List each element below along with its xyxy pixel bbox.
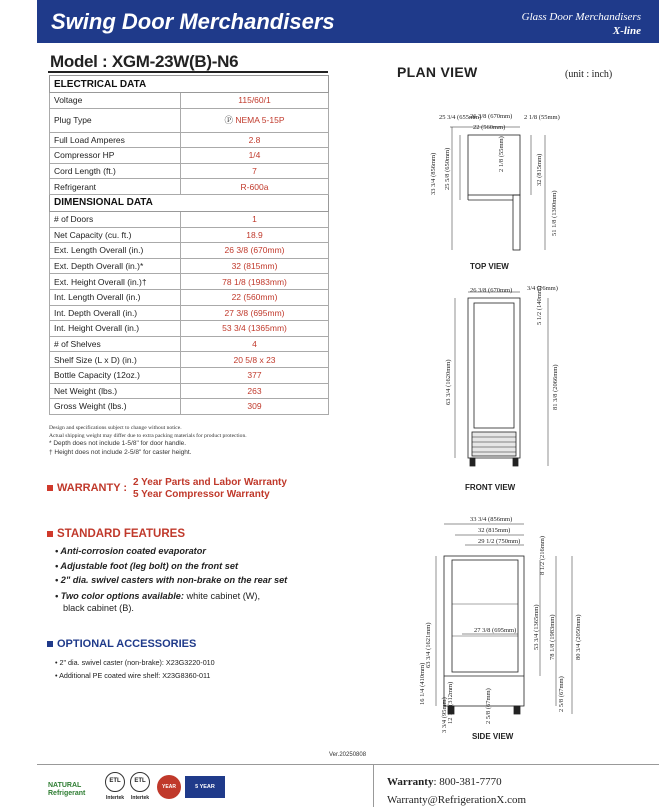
spec-label: Voltage <box>50 93 181 109</box>
dim-label: 16 1/4 (410mm) <box>419 662 426 705</box>
plug-icon: Ⓟ <box>224 115 236 126</box>
model-title: Model : XGM-23W(B)-N6 <box>50 52 239 71</box>
dim-label: 3/4 (16mm) <box>527 285 558 292</box>
spec-label: Int. Depth Overall (in.) <box>50 305 181 321</box>
dim-label: 51 1/8 (1300mm) <box>551 190 558 236</box>
spec-label: Compressor HP <box>50 148 181 164</box>
spec-value: NEMA 5-15P <box>235 115 285 126</box>
front-view-label: FRONT VIEW <box>465 483 516 492</box>
front-view-glass <box>474 303 514 428</box>
note-line: Design and specifications subject to change without notice. <box>49 425 182 431</box>
spec-label: Ext. Height Overall (in.)† <box>50 274 181 290</box>
feature-item: • 2" dia. swivel casters with non-brake on the rear set <box>55 575 288 585</box>
note-line: † Height does not include 2-5/8" for caster height. <box>49 448 192 456</box>
spec-label: Full Load Amperes <box>50 132 181 148</box>
caster-icon <box>470 458 475 466</box>
spec-value: 20 5/8 x 23 <box>181 352 329 368</box>
etl-sanitation-icon: ETL <box>130 772 150 792</box>
dim-label: 33 3/4 (856mm) <box>430 152 437 195</box>
dim-label: 5 1/2 (140mm) <box>536 286 543 325</box>
spec-label: Net Capacity (cu. ft.) <box>50 227 181 243</box>
side-view-label: SIDE VIEW <box>472 732 514 741</box>
dim-label: 22 (560mm) <box>473 124 506 131</box>
spec-value: 1/4 <box>181 148 329 164</box>
spec-value: 26 3/8 (670mm) <box>181 243 329 259</box>
dim-label: 25 5/8 (650mm) <box>444 147 451 190</box>
color-option-line2: black cabinet (B). <box>63 602 134 613</box>
top-view-door <box>513 195 520 250</box>
dim-label: 2 1/8 (55mm) <box>524 114 560 121</box>
spec-label: Plug Type <box>50 108 181 132</box>
side-view-interior <box>452 560 518 672</box>
dim-label: 63 3/4 (1620mm) <box>445 359 452 405</box>
caster-icon <box>513 458 518 466</box>
accessory-item: • Additional PE coated wire shelf: X23G8360-011 <box>55 671 211 680</box>
spec-label: Ext. Length Overall (in.) <box>50 243 181 259</box>
spec-value: 27 3/8 (695mm) <box>181 305 329 321</box>
dim-label: 53 3/4 (1365mm) <box>533 604 540 650</box>
spec-label: Int. Height Overall (in.) <box>50 321 181 337</box>
warranty-phone-label: Warranty <box>387 776 434 788</box>
dim-label: 25 3/4 (655mm) <box>439 114 482 121</box>
header-subtitle: Glass Door Merchandisers <box>521 11 641 23</box>
standard-features-title-text: STANDARD FEATURES <box>57 528 185 540</box>
spec-label: Cord Length (ft.) <box>50 163 181 179</box>
spec-value: 115/60/1 <box>181 93 329 109</box>
spec-value: 78 1/8 (1983mm) <box>181 274 329 290</box>
spec-label: Bottle Capacity (12oz.) <box>50 367 181 383</box>
page-title: Swing Door Merchandisers <box>51 9 335 34</box>
dim-label: 2 5/8 (67mm) <box>558 676 565 712</box>
intertek-label: Intertek <box>106 795 125 801</box>
dim-label: 63 3/4 (1621mm) <box>425 622 432 668</box>
feature-item: • Adjustable foot (leg bolt) on the front set <box>55 560 239 571</box>
dim-label: 26 3/8 (670mm) <box>470 287 513 294</box>
spec-value: 53 3/4 (1365mm) <box>181 321 329 337</box>
top-view-cabinet <box>468 135 520 195</box>
dim-label: 26 3/8 (670mm) <box>470 113 513 120</box>
spec-value: R-600a <box>181 179 329 195</box>
dim-label: 29 1/2 (750mm) <box>478 538 521 545</box>
front-view-drawing <box>455 292 548 466</box>
spec-label: # of Shelves <box>50 336 181 352</box>
warranty-email[interactable]: Warranty@RefrigerationX.com <box>387 794 527 806</box>
dim-label: 32 (815mm) <box>478 527 511 534</box>
spec-label: Net Weight (lbs.) <box>50 383 181 399</box>
feature-item: • Anti-corrosion coated evaporator <box>55 546 206 556</box>
top-view-label: TOP VIEW <box>470 262 509 271</box>
natural-line-1: NATURAL <box>48 782 82 789</box>
note-line: Actual shipping weight may differ due to extra packing materials for product protection. <box>49 433 247 440</box>
dim-label: 12 1/4 (312mm) <box>447 681 454 724</box>
warranty-badge-icon: YEAR <box>157 775 181 799</box>
spec-section-title: DIMENSIONAL DATA <box>50 194 329 211</box>
warranty-seal-icon: 5 YEAR <box>185 776 225 798</box>
header-line: X-line <box>612 25 641 37</box>
spec-value: 309 <box>181 399 329 415</box>
note-line: * Depth does not include 1-5/8" for door handle. <box>49 440 187 448</box>
dimension-labels <box>419 113 582 733</box>
front-view-grille <box>472 432 516 456</box>
unit-label: (unit : inch) <box>565 69 613 80</box>
dim-label: 80 3/4 (2050mm) <box>575 614 582 660</box>
spec-label: # of Doors <box>50 211 181 227</box>
accessory-item: • 2" dia. swivel caster (non-brake): X23G3220-010 <box>55 658 215 667</box>
spec-label: Gross Weight (lbs.) <box>50 399 181 415</box>
dim-label: 32 (815mm) <box>536 153 543 186</box>
version-label: Ver.20250808 <box>329 752 367 758</box>
spec-value: 2.8 <box>181 132 329 148</box>
warranty-line-2: 5 Year Compressor Warranty <box>133 489 270 500</box>
spec-label: Int. Length Overall (in.) <box>50 289 181 305</box>
spec-value: 377 <box>181 367 329 383</box>
spec-value: 1 <box>181 211 329 227</box>
dim-label: 3 3/4 (95mm) <box>441 697 448 733</box>
spec-value: 18.9 <box>181 227 329 243</box>
intertek-label: Intertek <box>131 795 150 801</box>
spec-label: Ext. Depth Overall (in.)* <box>50 258 181 274</box>
spec-value: 263 <box>181 383 329 399</box>
etl-icon: ETL <box>105 772 125 792</box>
dim-label: 33 3/4 (856mm) <box>470 516 513 523</box>
spec-value: 4 <box>181 336 329 352</box>
plan-view-title: PLAN VIEW <box>397 64 478 80</box>
spec-label: Shelf Size (L x D) (in.) <box>50 352 181 368</box>
dim-label: 27 3/8 (695mm) <box>474 627 517 634</box>
dim-label: 81 3/8 (2066mm) <box>552 364 559 410</box>
spec-label: Refrigerant <box>50 179 181 195</box>
warranty-phone: : 800-381-7770 <box>433 776 502 788</box>
dim-label: 2 1/8 (55mm) <box>498 136 505 172</box>
warranty-line-1: 2 Year Parts and Labor Warranty <box>133 477 287 488</box>
dim-label: 78 1/8 (1983mm) <box>549 614 556 660</box>
natural-line-2: Refrigerant <box>48 790 86 797</box>
dim-label: 2 5/8 (67mm) <box>485 688 492 724</box>
caster-icon <box>514 706 520 714</box>
dim-label: 8 1/2 (216mm) <box>539 536 546 575</box>
color-option-bold: • Two color options available: <box>55 590 184 601</box>
spec-section-title: ELECTRICAL DATA <box>50 76 329 93</box>
spec-value: 22 (560mm) <box>181 289 329 305</box>
color-option-rest: white cabinet (W), <box>183 590 261 601</box>
warranty-label-text: WARRANTY : <box>57 482 128 494</box>
spec-value: 32 (815mm) <box>181 258 329 274</box>
spec-value: 7 <box>181 163 329 179</box>
optional-accessories-title-text: OPTIONAL ACCESSORIES <box>57 638 197 650</box>
